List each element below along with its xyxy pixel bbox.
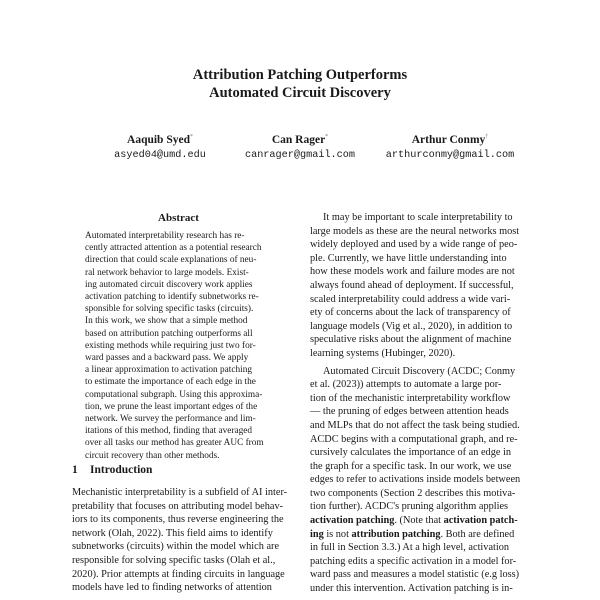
- abstract-line: existing methods while requiring just two for-: [85, 340, 256, 351]
- body-line: ward pass and measures a model statistic (e.g loss): [310, 569, 520, 581]
- abstract-line: a linear approximation to activation patching: [85, 365, 253, 376]
- body-line: et al. (2023)) attempts to automate a large por-: [310, 379, 502, 391]
- author-email: arthurconmy@gmail.com: [385, 149, 515, 161]
- abstract-line: circuit recovery than other methods.: [85, 450, 220, 461]
- abstract-line: sponsible for solving specific tasks (circuits).: [85, 304, 254, 315]
- section-title: Introduction: [90, 464, 153, 476]
- intro-line: 2020). Prior attempts at finding circuits in language: [72, 568, 285, 580]
- body-line: large models as these are the neural networks most: [310, 225, 520, 237]
- bold-term: attribution patching: [351, 528, 441, 540]
- author-mark: *: [189, 134, 193, 140]
- title-line: Attribution Patching Outperforms: [192, 67, 408, 83]
- body-line: ety of concerns about the lack of transparency of: [310, 307, 511, 319]
- title-line: Automated Circuit Discovery: [209, 85, 391, 101]
- body-line: cursively calculates the importance of an edge in: [310, 447, 511, 459]
- introduction-section: [72, 463, 298, 595]
- abstract-line: In this work, we show that a simple method: [85, 316, 248, 327]
- body-line: speculative risks about the alignment of machine: [310, 334, 512, 346]
- paragraph: [310, 211, 536, 361]
- body-line: language models (Vig et al., 2020), in addition to: [310, 320, 513, 332]
- author-mark: †: [485, 134, 489, 140]
- body-line: ACDC begins with a computational graph, and re-: [310, 433, 518, 445]
- body-line: edges to refer to activations inside models between: [310, 474, 521, 486]
- intro-line: iors to its components, thus reverse engineering the: [72, 514, 284, 526]
- body-line: tion of the mechanistic interpretability workflow: [310, 392, 511, 404]
- abstract-line: Automated interpretability research has re-: [85, 231, 245, 241]
- intro-line: pretability that focuses on attributing model behav-: [72, 500, 284, 512]
- abstract-body: [85, 230, 285, 462]
- abstract-line: over all tasks our method has greater AUC from: [85, 438, 264, 449]
- body-line: ing is not attribution patching. Both are defined: [310, 528, 515, 540]
- body-line: Automated Circuit Discovery (ACDC; Conmy: [323, 365, 516, 377]
- paragraph: [310, 365, 536, 596]
- body-line: always found ahead of deployment. If successful,: [310, 279, 514, 291]
- abstract-line: itations of this method, finding that averaged: [85, 426, 253, 437]
- intro-line: subnetworks (circuits) within the model which are: [72, 541, 280, 553]
- abstract-line: tion, we prune the least important edges of the: [85, 401, 258, 412]
- author-name: Aaquib Syed: [127, 133, 190, 146]
- body-line: — the pruning of edges between attention heads: [310, 406, 509, 418]
- author-email: asyed04@umd.edu: [114, 149, 206, 161]
- body-line: widely deployed and used by a wide range of peo-: [310, 239, 518, 251]
- author-email: canrager@gmail.com: [244, 149, 356, 161]
- bold-term: activation patch-: [443, 515, 518, 527]
- abstract-line: ing automated circuit discovery work applies: [85, 279, 253, 290]
- abstract-line: computational subgraph. Using this approxima-: [85, 389, 263, 400]
- body-line: under this intervention. Activation patching is in-: [310, 583, 513, 595]
- section-number: 1: [72, 464, 78, 476]
- body-line: the graph for a specific task. In our work, we use: [310, 460, 512, 472]
- body-line: in full in Section 3.3.) At a high level, activation: [310, 542, 510, 554]
- author-name: Can Rager: [271, 133, 326, 146]
- right-column: [310, 211, 536, 596]
- abstract-line: network. We survey the performance and lim-: [85, 414, 256, 425]
- intro-line: models have led to finding networks of attention: [72, 582, 272, 594]
- section-heading: [72, 463, 298, 477]
- body-line: how these models work and failure modes are not: [310, 266, 515, 278]
- intro-line: responsible for solving specific tasks (Olah et al.,: [72, 554, 276, 566]
- abstract-line: direction that could scale explanations of neu-: [85, 255, 257, 266]
- bold-term: activation patching: [310, 515, 395, 527]
- body-line: activation patching. (Note that activation patch-: [310, 515, 518, 527]
- body-line: patching edits a specific activation in a model for-: [310, 555, 517, 567]
- body-line: and MLPs that do not affect the task being studied.: [310, 419, 520, 431]
- author-name: Arthur Conmy: [411, 133, 486, 146]
- author-block: [220, 130, 380, 163]
- body-line: ple. Currently, we have little understanding into: [310, 252, 507, 264]
- introduction-body: [72, 486, 298, 595]
- abstract-line: cently attracted attention as a potential research: [85, 243, 262, 254]
- author-mark: *: [325, 134, 329, 140]
- body-line: tion further). ACDC's pruning algorithm applies: [310, 501, 509, 513]
- bold-term: ing: [310, 528, 324, 540]
- intro-line: network (Olah, 2022). This field aims to identify: [72, 527, 273, 539]
- author-block: [370, 130, 530, 163]
- body-line: learning systems (Hubinger, 2020).: [310, 347, 456, 359]
- abstract-line: ward passes and a backward pass. We apply: [85, 353, 249, 364]
- abstract-heading: Abstract: [158, 212, 199, 224]
- paper-title: [0, 66, 600, 102]
- author-block: [80, 130, 240, 163]
- abstract: [85, 211, 285, 462]
- body-line: two components (Section 2 describes this motiva-: [310, 487, 516, 499]
- abstract-line: to estimate the importance of each edge in the: [85, 377, 256, 388]
- intro-line: Mechanistic interpretability is a subfield of AI inter-: [72, 487, 288, 498]
- abstract-line: ral network behavior to large models. Exist-: [85, 267, 249, 278]
- body-line: It may be important to scale interpretability to: [323, 212, 513, 223]
- abstract-line: activation patching to identify subnetworks re-: [85, 292, 259, 303]
- body-line: scaled interpretability could address a wide vari-: [310, 293, 511, 305]
- abstract-line: based on attribution patching outperforms all: [85, 328, 253, 339]
